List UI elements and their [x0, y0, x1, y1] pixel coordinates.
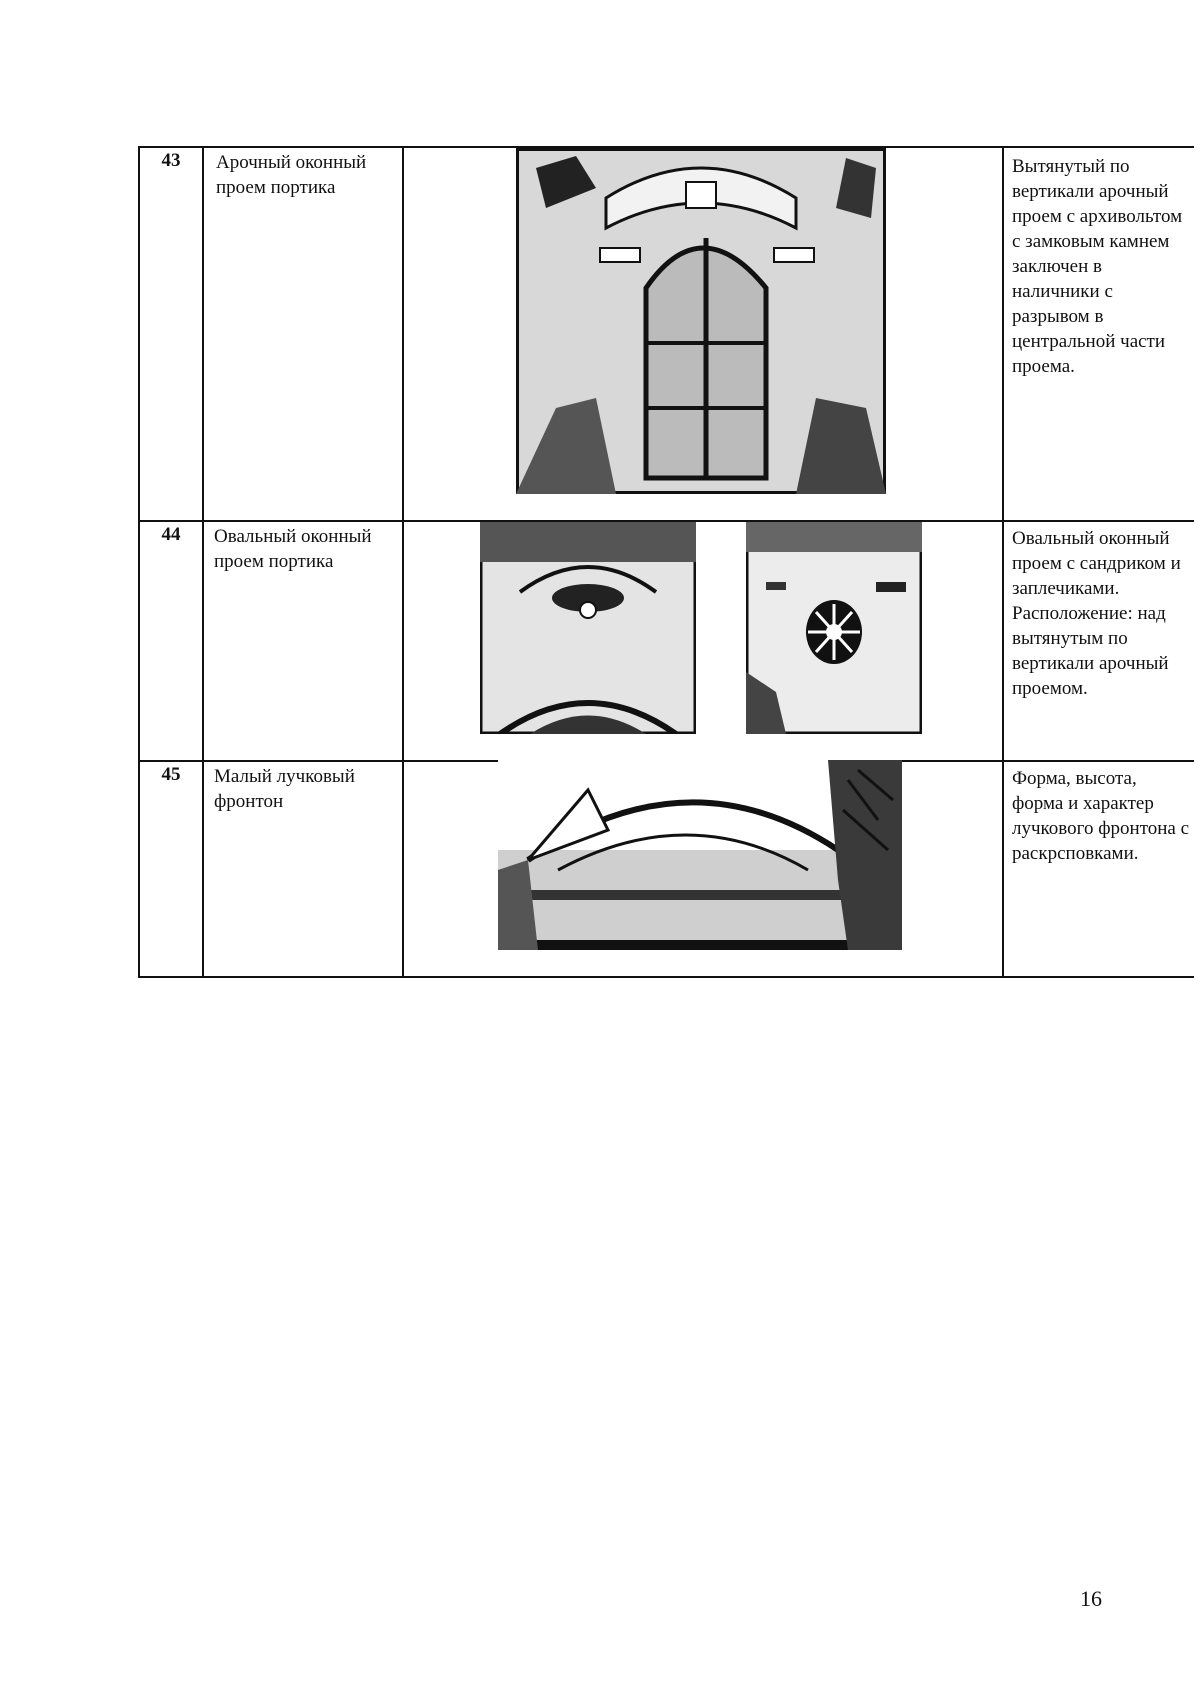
row-number: 45 [161, 764, 181, 785]
oval-window-photo-icon [480, 522, 696, 734]
segmental-pediment-photo-icon [498, 760, 902, 950]
element-description: Овальный оконный проем с сандриком и заплечиками. Расположение: над вытянутым по вертикали арочный проемом. [1012, 528, 1181, 699]
row-number: 44 [161, 524, 181, 545]
oval-window-detail-photo-icon [746, 522, 922, 734]
arched-window-photo-icon [516, 148, 886, 494]
element-name: Овальный оконный проем портика [214, 526, 372, 572]
column-divider [402, 146, 404, 978]
element-description: Форма, высота, форма и характер лучкового фронтона с раскрсповками. [1012, 768, 1190, 864]
element-description: Вытянутый по вертикали арочный проем с архивольтом с замковым камнем заключен в наличники с разрывом в центральной части проема. [1012, 156, 1183, 377]
column-divider [1002, 146, 1004, 978]
element-name: Малый лучковый фронтон [214, 766, 355, 812]
table-border-bottom [138, 976, 1194, 978]
element-name: Арочный оконный проем портика [216, 152, 367, 198]
column-divider [202, 146, 204, 978]
table-border-left [138, 146, 140, 978]
row-number: 43 [161, 150, 181, 171]
page-number: 16 [1080, 1586, 1102, 1611]
